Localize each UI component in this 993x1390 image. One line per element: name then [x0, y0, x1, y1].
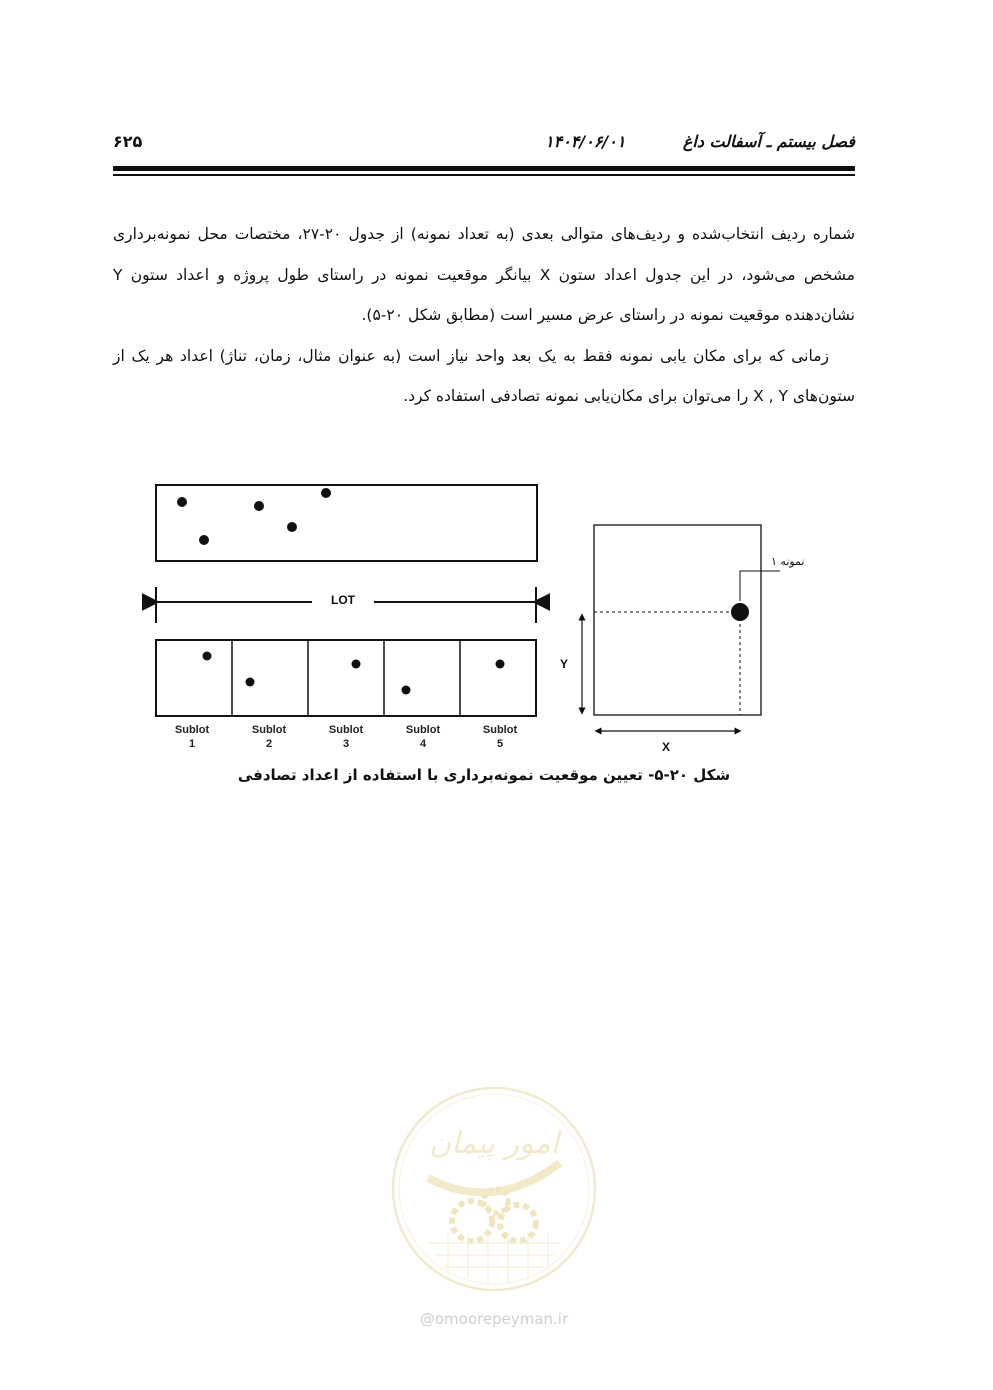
paragraph-1: شماره ردیف انتخاب‌شده و ردیف‌های متوالی بعدی (به تعداد نمونه) از جدول ۲۰-۲۷، مختصات محل نمونه‌برداری مشخص می‌شود، در این جدول اعداد ستون X بیانگر موقعیت نمونه در راستای طول پروژه و اعداد ستون Y نشان‌دهنده موقعیت نمونه در راستای عرض مسیر است (مطابق شکل ۲۰-۵).	[113, 225, 855, 324]
lot-box	[156, 485, 537, 561]
sublot-label: Sublot	[174, 724, 210, 736]
sublot-number: 1	[188, 738, 196, 750]
watermark-url: @omoorepeyman.ir	[419, 1310, 569, 1328]
lot-point	[177, 497, 187, 507]
lot-point	[254, 501, 264, 511]
sublot-box	[156, 640, 536, 716]
watermark-logo	[388, 1083, 600, 1295]
figure-diagram	[140, 475, 805, 765]
sublot-number: 4	[419, 738, 427, 750]
watermark-logo-text: امور پیمان	[429, 1126, 559, 1161]
sublot-number: 3	[342, 738, 350, 750]
figure-caption: شکل ۲۰-۵- تعیین موقعیت نمونه‌برداری با استفاده از اعداد تصادفی	[237, 766, 731, 784]
header-rule-thick	[113, 166, 855, 171]
figure-sampling-locations	[140, 475, 805, 765]
sample-label: نمونه ۱	[771, 555, 805, 568]
header-date: ۱۴۰۴/۰۶/۰۱	[545, 132, 626, 151]
y-axis-label: Y	[559, 657, 569, 671]
paragraph-2: زمانی که برای مکان یابی نمونه فقط به یک بعد واحد نیاز است (به عنوان مثال، زمان، تناژ) اعداد هر یک از ستون‌های X , Y را می‌توان برای مکان‌یابی نمونه تصادفی استفاده کرد.	[113, 346, 855, 405]
header-rule-thin	[113, 174, 855, 176]
x-axis-label: X	[661, 740, 671, 754]
sublot-label: Sublot	[482, 724, 518, 736]
page-header	[113, 128, 855, 158]
sublot-point	[203, 652, 212, 661]
lot-point	[199, 535, 209, 545]
lot-point	[287, 522, 297, 532]
sublot-label: Sublot	[328, 724, 364, 736]
sublot-number: 2	[265, 738, 273, 750]
sample-point	[731, 603, 749, 621]
sublot-point	[246, 678, 255, 687]
sublot-label: Sublot	[405, 724, 441, 736]
lot-point	[321, 488, 331, 498]
watermark-emblem	[388, 1083, 600, 1295]
sublot-point	[402, 686, 411, 695]
sublot-point	[352, 660, 361, 669]
chapter-title: فصل بیستم ـ آسفالت داغ	[682, 132, 855, 151]
lot-label: LOT	[331, 593, 355, 607]
page-number: ۶۲۵	[113, 132, 143, 151]
sublot-point	[496, 660, 505, 669]
body-text	[113, 214, 855, 417]
sublot-label: Sublot	[251, 724, 287, 736]
sample-leader-line	[740, 571, 780, 601]
sublot-number: 5	[496, 738, 504, 750]
